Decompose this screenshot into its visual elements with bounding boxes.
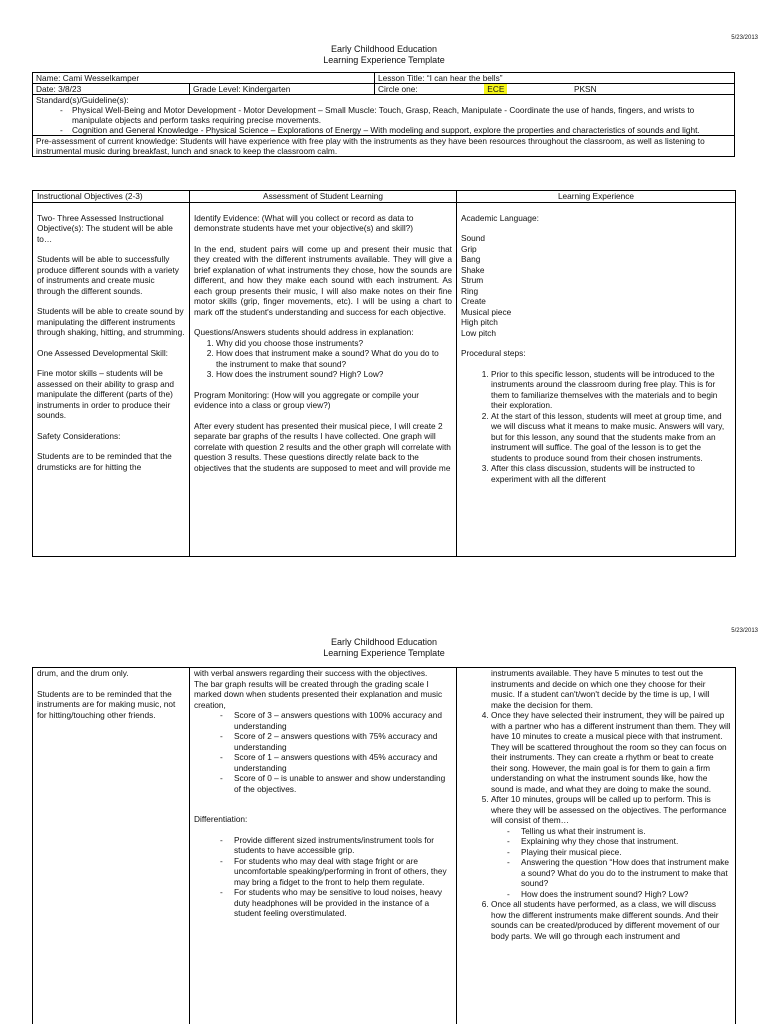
objectives-column [33, 668, 190, 1024]
vocab-word: Bang [461, 254, 481, 264]
safety-consideration-1-cont: drum, and the drum only. [37, 668, 129, 678]
standard-item: - Cognition and General Knowledge - Physical Science – Explorations of Energy – With modeling and support, explore the properties and characteristics of sounds and light. [60, 125, 731, 135]
question-item: 3. How does the instrument sound? High? Low? [216, 369, 452, 380]
academic-language-label: Academic Language: [461, 212, 539, 223]
differentiation-item: - Provide different sized instruments/instrument tools for students to have accessible grip. [220, 835, 452, 856]
question-item: 1. Why did you choose those instruments? [216, 338, 452, 349]
procedure-step [491, 794, 731, 899]
procedure-step: 4. Once they have selected their instrument, they will be paired up with a partner who has a different instrument than them. They will have 10 minutes to create a musical piece with that instrument. They will be scattered throughout the room so they can focus on their instruments. They can create a rhythm or beat to create their song. However, the main goal is for them to gain a firm understanding on what the instrument sounds like, how the sound is made, and what they are doing to make the sound. [491, 710, 731, 794]
procedure-step: 2. At the start of this lesson, students will meet at group time, and we will discuss what it means to make music. Answers will vary, but for this lesson, any sound that the students make from an instrument will suffice. The goal of the lesson is to get the students to produce sound from their chosen instruments. [491, 411, 731, 464]
question-item: 2. How does that instrument make a sound? What do you do to the instrument to make that sound? [216, 348, 452, 369]
circle-option-pksn: PKSN [573, 84, 597, 94]
procedure-step: 6. Once all students have performed, as a class, we will discuss how the different instruments make different sounds. And their sounds can be created/produced by different movement of our body parts. We will go through each instrument and [491, 899, 731, 941]
vocab-word: Grip [461, 243, 477, 254]
standards-label: Standard(s)/Guideline(s): [36, 95, 129, 105]
preassessment-cell: Pre-assessment of current knowledge: Students will have experience with free play with the instruments as they have been resources throughout the classroom, as well as listening to instrumental music during breakfast, lunch and snack to keep the classroom calm. [33, 136, 735, 157]
lesson-plan-table [32, 190, 736, 557]
document-title [0, 44, 768, 66]
monitoring-paragraph-cont: with verbal answers regarding their success with the objectives. [194, 668, 428, 678]
experience-column [457, 668, 736, 1024]
page-date: 5/23/2013 [731, 628, 758, 634]
header-objectives: Instructional Objectives (2-3) [33, 191, 190, 203]
procedural-steps-label: Procedural steps: [461, 348, 526, 358]
monitoring-paragraph: After every student has presented their musical piece, I will create 2 separate bar graphs of the results I have collected. One graph will correlate with question 2 results and the other graph will correlate with question 3 results. These questions directly relate back to the objectives that the students are supposed to meet and will provide me [194, 420, 451, 473]
performance-item: - How does the instrument sound? High? Low? [507, 889, 731, 900]
grade-level-cell: Grade Level: Kindergarten [190, 84, 375, 95]
vocab-word: Create [461, 296, 486, 306]
qa-label: Questions/Answers students should address in explanation: [194, 327, 414, 337]
developmental-skill-label: One Assessed Developmental Skill: [37, 347, 168, 358]
procedure-step-5-text: After 10 minutes, groups will be called up to perform. This is where they will be assessed on the objectives. The performance will consist of them… [491, 794, 727, 825]
evidence-prompt: Identify Evidence: (What will you collect or record as data to demonstrate students have met your objective(s) and skill?) [194, 212, 414, 233]
standard-item: - Physical Well-Being and Motor Development - Motor Development – Small Muscle: Touch, Grasp, Reach, Manipulate - Coordinate the use of hands, fingers, and wrists to manipulate objects and perform tasks requiring precise movements. [60, 105, 731, 125]
lesson-title-cell: Lesson Title: “I can hear the bells” [375, 73, 735, 84]
vocab-word: Sound [461, 233, 485, 243]
experience-column [457, 202, 736, 556]
vocab-word: Low pitch [461, 327, 497, 338]
date-cell: Date: 3/8/23 [33, 84, 190, 95]
differentiation-item: - For students who may be sensitive to loud noises, heavy duty headphones will be provided in the instance of a student feeling overstimulated. [220, 887, 452, 919]
differentiation-label: Differentiation: [194, 814, 248, 824]
monitoring-prompt: Program Monitoring: (How will you aggregate or compile your evidence into a class or group view?) [194, 389, 420, 410]
standards-cell [33, 95, 735, 136]
score-item: - Score of 1 – answers questions with 45% accuracy and understanding [220, 752, 452, 773]
performance-item: - Telling us what their instrument is. [507, 826, 731, 837]
vocab-word: Strum [461, 275, 484, 285]
document-title [0, 637, 768, 659]
objective-1: Students will be able to successfully produce different sounds with a variety of instruments and create music through the different sounds. [37, 254, 179, 296]
score-item: - Score of 0 – is unable to answer and show understanding of the objectives. [220, 773, 452, 794]
circle-one-cell [375, 84, 735, 95]
name-cell: Name: Cami Wesselkamper [33, 73, 375, 84]
objective-2: Students will be able to create sound by manipulating the different instruments through shaking, hitting, and strumming. [37, 306, 185, 337]
assessment-paragraph: In the end, student pairs will come up and present their music that they created with the different instruments available. They will give a brief explanation of what instruments they chose, how the sounds are different, and how they make each sound with each instrument. As each group presents their music, I will also make notes on their fine motor skills (grip, finger movements, etc). I will be using a chart to mark off the student's understanding and success for each objective. [194, 243, 452, 317]
vocab-word: Ring [461, 285, 479, 296]
vocab-word: Shake [461, 264, 485, 275]
objectives-intro: Two- Three Assessed Instructional Objective(s): The student will be able to… [37, 212, 173, 244]
header-experience: Learning Experience [457, 191, 736, 203]
score-item: - Score of 2 – answers questions with 75% accuracy and understanding [220, 731, 452, 752]
title-line-1: Early Childhood Education [330, 44, 438, 54]
differentiation-item: - For students who may deal with stage fright or are uncomfortable speaking/performing in front of others, they may bring a fidget to the front to help them regulate. [220, 856, 452, 888]
lesson-plan-table-continued [32, 667, 736, 1024]
vocab-word: High pitch [461, 317, 498, 327]
procedure-step: 3. After this class discussion, students will be instructed to experiment with all the different [491, 463, 731, 484]
developmental-skill-text: Fine motor skills – students will be assessed on their ability to grasp and manipulate the different (parts of the) instruments in order to produce their sounds. [37, 368, 174, 420]
objectives-column [33, 202, 190, 556]
title-line-1: Early Childhood Education [330, 637, 438, 647]
safety-consideration-2: Students are to be reminded that the instruments are for making music, not for hitting/touching other friends. [37, 688, 176, 720]
grading-scale-paragraph: The bar graph results will be created through the grading scale I marked down when students presented their explanation and music creation, [194, 678, 443, 710]
circle-option-ece: ECE [484, 84, 507, 94]
safety-consideration-1: Students are to be reminded that the drumsticks are for hitting the [37, 451, 172, 472]
performance-item: - Playing their musical piece. [507, 847, 731, 858]
vocab-list [461, 233, 731, 338]
vocab-word: Musical piece [461, 306, 512, 317]
score-item: - Score of 3 – answers questions with 100% accuracy and understanding [220, 710, 452, 731]
assessment-column [190, 202, 457, 556]
safety-label: Safety Considerations: [37, 430, 121, 441]
page-date: 5/23/2013 [731, 35, 758, 41]
procedure-step: 1. Prior to this specific lesson, students will be introduced to the instruments around the classroom during free play. This is for them to familiarize themselves with the materials and to begin their exploration. [491, 369, 731, 411]
performance-item: - Explaining why they chose that instrument. [507, 836, 731, 847]
title-line-2: Learning Experience Template [323, 648, 445, 658]
title-line-2: Learning Experience Template [323, 55, 445, 65]
lesson-info-table [32, 72, 735, 157]
assessment-column [190, 668, 457, 1024]
page-2 [0, 600, 768, 1024]
header-assessment: Assessment of Student Learning [190, 191, 457, 203]
circle-label: Circle one: [378, 84, 418, 94]
performance-item: - Answering the question “How does that instrument make a sound? What do you do to the instrument to make that sound? [507, 857, 731, 889]
procedure-step-3-cont: instruments available. They have 5 minutes to test out the instruments and decide on which one they choose for their music. If a student can't/won't decide by the time is up, I will make the decision for them. [491, 668, 710, 710]
